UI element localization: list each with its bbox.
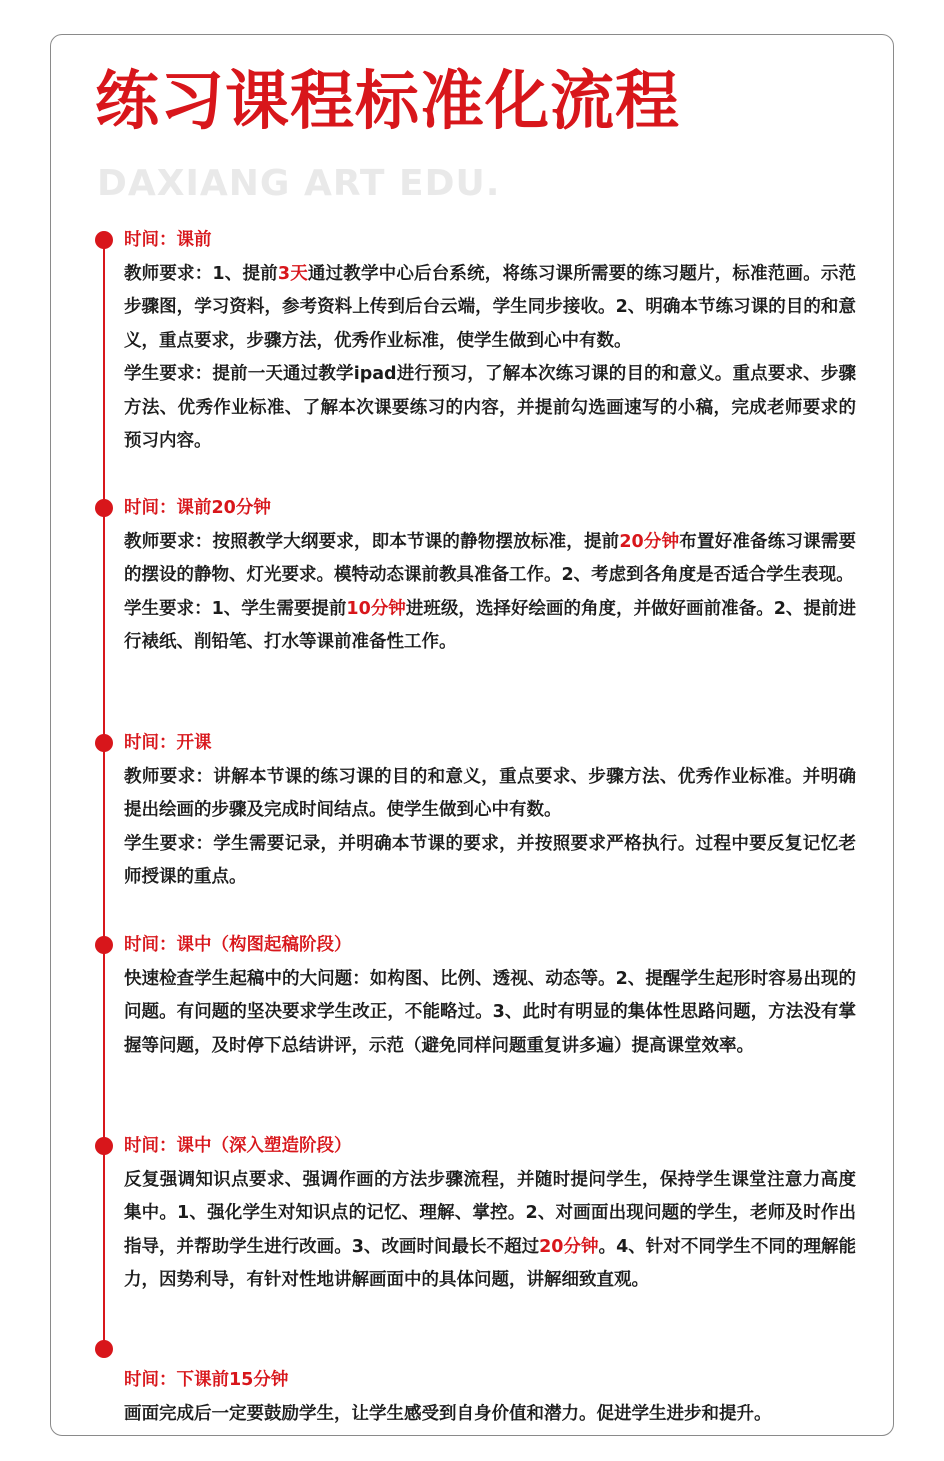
teacher-requirement: 教师要求：讲解本节课的练习课的目的和意义，重点要求、步骤方法、优秀作业标准。并明确提出绘画的步骤及完成时间结点。使学生做到心中有数。 — [124, 766, 856, 820]
section-20min-before — [124, 492, 856, 660]
student-requirement: 学生要求：提前一天通过教学ipad进行预习，了解本次练习课的目的和意义。重点要求、步骤方法、优秀作业标准、了解本次课要练习的内容，并提前勾选画速写的小稿，完成老师要求的预习内容。 — [124, 364, 856, 451]
highlight-text: 10分钟 — [346, 598, 406, 619]
section-body: 反复强调知识点要求、强调作画的方法步骤流程，并随时提问学生，保持学生课堂注意力高度集中。1、强化学生对知识点的记忆、理解、掌控。2、对画面出现问题的学生，老师及时作出指导，并帮助学生进行改画。3、改画时间最长不超过20分钟。4、针对不同学生不同的理解能力，因势利导，有针对性地讲解画面中的具体问题，讲解细致直观。 — [124, 1169, 856, 1290]
timeline-dot-icon — [95, 1340, 113, 1358]
brand-watermark-text: DAXIANG ART EDU. — [97, 163, 501, 204]
section-before-class — [124, 224, 856, 459]
page-title: 练习课程标准化流程 — [95, 65, 680, 139]
timeline-dot-icon — [95, 499, 113, 517]
highlight-text: 20分钟 — [539, 1236, 599, 1257]
section-body: 快速检查学生起稿中的大问题：如构图、比例、透视、动态等。2、提醒学生起形时容易出现的问题。有问题的坚决要求学生改正，不能略过。3、此时有明显的集体性思路问题，方法没有掌握等问题，及时停下总结讲评，示范（避免同样问题重复讲多遍）提高课堂效率。 — [124, 968, 856, 1056]
student-requirement: 学生要求：1、学生需要提前10分钟进班级，选择好绘画的角度，并做好画前准备。2、提前进行裱纸、削铅笔、打水等课前准备性工作。 — [124, 598, 856, 652]
teacher-requirement: 教师要求：1、提前3天通过教学中心后台系统，将练习课所需要的练习题片，标准范画。示范步骤图，学习资料，参考资料上传到后台云端，学生同步接收。2、明确本节练习课的目的和意义，重点要求，步骤方法，优秀作业标准，使学生做到心中有数。 — [124, 263, 856, 351]
section-heading: 时间：课前20分钟 — [124, 498, 271, 518]
timeline-line — [103, 238, 105, 1350]
timeline-dot-icon — [95, 734, 113, 752]
section-class-start — [124, 727, 856, 895]
timeline-dot-icon — [95, 231, 113, 249]
section-15min-before-end — [124, 1364, 856, 1431]
student-requirement: 学生要求：学生需要记录，并明确本节课的要求，并按照要求严格执行。过程中要反复记忆老师授课的重点。 — [124, 833, 856, 887]
section-heading: 时间：下课前15分钟 — [124, 1370, 289, 1390]
teacher-requirement: 教师要求：按照教学大纲要求，即本节课的静物摆放标准，提前20分钟布置好准备练习课需要的摆设的静物、灯光要求。模特动态课前教具准备工作。2、考虑到各角度是否适合学生表现。 — [124, 531, 857, 585]
section-composition-stage — [124, 929, 856, 1063]
section-deep-shaping-stage — [124, 1130, 856, 1298]
timeline-dot-icon — [95, 1137, 113, 1155]
highlight-text: 3天 — [277, 263, 308, 284]
timeline-dot-icon — [95, 936, 113, 954]
section-heading: 时间：开课 — [124, 733, 212, 753]
section-body: 画面完成后一定要鼓励学生，让学生感受到自身价值和潜力。促进学生进步和提升。 — [124, 1403, 772, 1424]
highlight-text: 20分钟 — [619, 531, 680, 552]
section-heading: 时间：课中（构图起稿阶段） — [124, 935, 352, 955]
section-heading: 时间：课前 — [124, 230, 212, 250]
section-heading: 时间：课中（深入塑造阶段） — [124, 1136, 352, 1156]
